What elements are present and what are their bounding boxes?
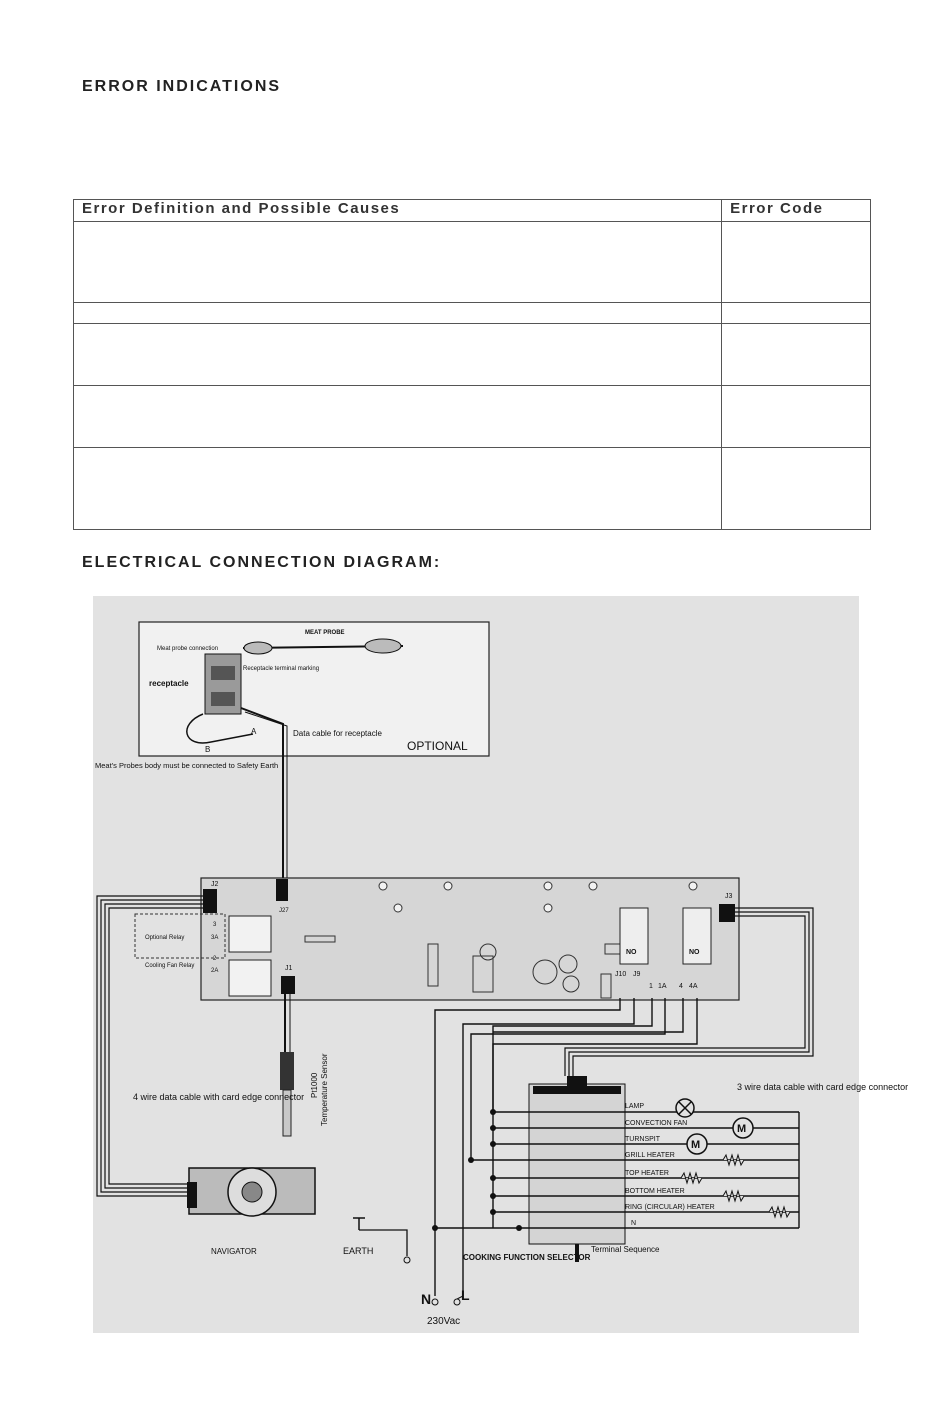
voltage-label: 230Vac [427,1316,461,1327]
table-cell-definition [74,386,722,448]
terminal-4-label: 4 [679,983,683,990]
column-header-definition: Error Definition and Possible Causes [74,200,722,222]
relay-4-no-label: NO [689,949,700,956]
j3-label: J3 [725,893,733,900]
function-ring-heater: RING (CIRCULAR) HEATER [625,1204,715,1211]
table-row [74,222,871,303]
j2-label: J2 [211,881,219,888]
j27-label: J27 [279,908,289,914]
four-wire-label: 4 wire data cable with card edge connector [133,1092,305,1102]
table-cell-code [722,303,871,324]
line-label: L [461,1287,470,1303]
relay-3-label: 3 [213,922,217,928]
error-indications-heading: ERROR INDICATIONS [82,78,282,95]
turnspit-motor-m: M [691,1139,701,1151]
electrical-connection-diagram [93,596,909,1333]
j1-label: J1 [285,965,293,972]
terminal-sequence-label: Terminal Sequence [591,1245,660,1254]
table-cell-code [722,448,871,530]
table-cell-definition [74,222,722,303]
meat-probe-connection-label: Meat probe connection [157,646,219,652]
function-bottom-heater: BOTTOM HEATER [625,1188,685,1195]
terminal-4a-label: 4A [689,983,698,990]
temperature-sensor-label: Temperature Sensor [320,1053,329,1126]
three-wire-label: 3 wire data cable with card edge connector [737,1082,909,1092]
table-row [74,303,871,324]
pt1000-label: Pt1000 [310,1072,319,1098]
table-row [74,448,871,530]
meat-probe-label: MEAT PROBE [305,630,345,636]
fan-motor-m: M [737,1123,747,1135]
optional-relay-label: Optional Relay [145,935,185,941]
point-b-label: B [205,745,211,754]
function-top-heater: TOP HEATER [625,1170,669,1177]
error-table [73,199,871,530]
function-labels [625,1103,715,1227]
data-cable-label: Data cable for receptacle [293,729,382,738]
column-header-code: Error Code [722,200,871,222]
relay-1-no-label: NO [626,949,637,956]
ring-resistor-icon [769,1207,790,1217]
receptacle-terminal-label: Receptacle terminal marking [243,666,320,672]
table-row [74,386,871,448]
earth-label: EARTH [343,1246,374,1256]
optional-label: OPTIONAL [407,739,468,753]
wiring-diagram-svg [93,596,909,1333]
navigator-label: NAVIGATOR [211,1247,257,1256]
function-grill-heater: GRILL HEATER [625,1152,675,1159]
safety-earth-note: Meat's Probes body must be connected to Safety Earth [95,761,279,770]
bottom-resistor-icon [723,1191,744,1201]
table-cell-definition [74,303,722,324]
selector-label: COOKING FUNCTION SELECTOR [463,1253,591,1262]
table-cell-code [722,386,871,448]
grill-resistor-icon [723,1155,744,1165]
function-turnspit: TURNSPIT [625,1136,660,1143]
function-convection-fan: CONVECTION FAN [625,1120,688,1127]
j10-label: J10 [615,971,627,978]
cooling-fan-relay-label: Cooling Fan Relay [145,963,195,969]
table-cell-code [722,222,871,303]
load-symbols [676,1099,790,1217]
neutral-label: N [421,1291,432,1307]
table-header-row [74,200,871,222]
relay-3a-label: 3A [211,935,219,941]
function-neutral: N [631,1220,637,1227]
electrical-diagram-heading: ELECTRICAL CONNECTION DIAGRAM: [82,554,442,571]
top-resistor-icon [681,1173,702,1183]
table-cell-definition [74,324,722,386]
function-lamp: LAMP [625,1103,645,1110]
meat-probe-panel [139,622,489,896]
navigator-unit [187,1168,315,1256]
terminal-1a-label: 1A [658,983,667,990]
temperature-sensor [280,994,329,1136]
table-row [74,324,871,386]
j9-label: J9 [633,971,641,978]
terminal-1-label: 1 [649,983,653,990]
table-cell-definition [74,448,722,530]
relay-2-label: 2 [213,956,217,962]
control-board [135,878,739,1000]
receptacle-label: receptacle [149,679,189,688]
point-a-label: A [251,727,257,736]
relay-2a-label: 2A [211,968,219,974]
table-cell-code [722,324,871,386]
earth-and-mains [343,1218,470,1327]
